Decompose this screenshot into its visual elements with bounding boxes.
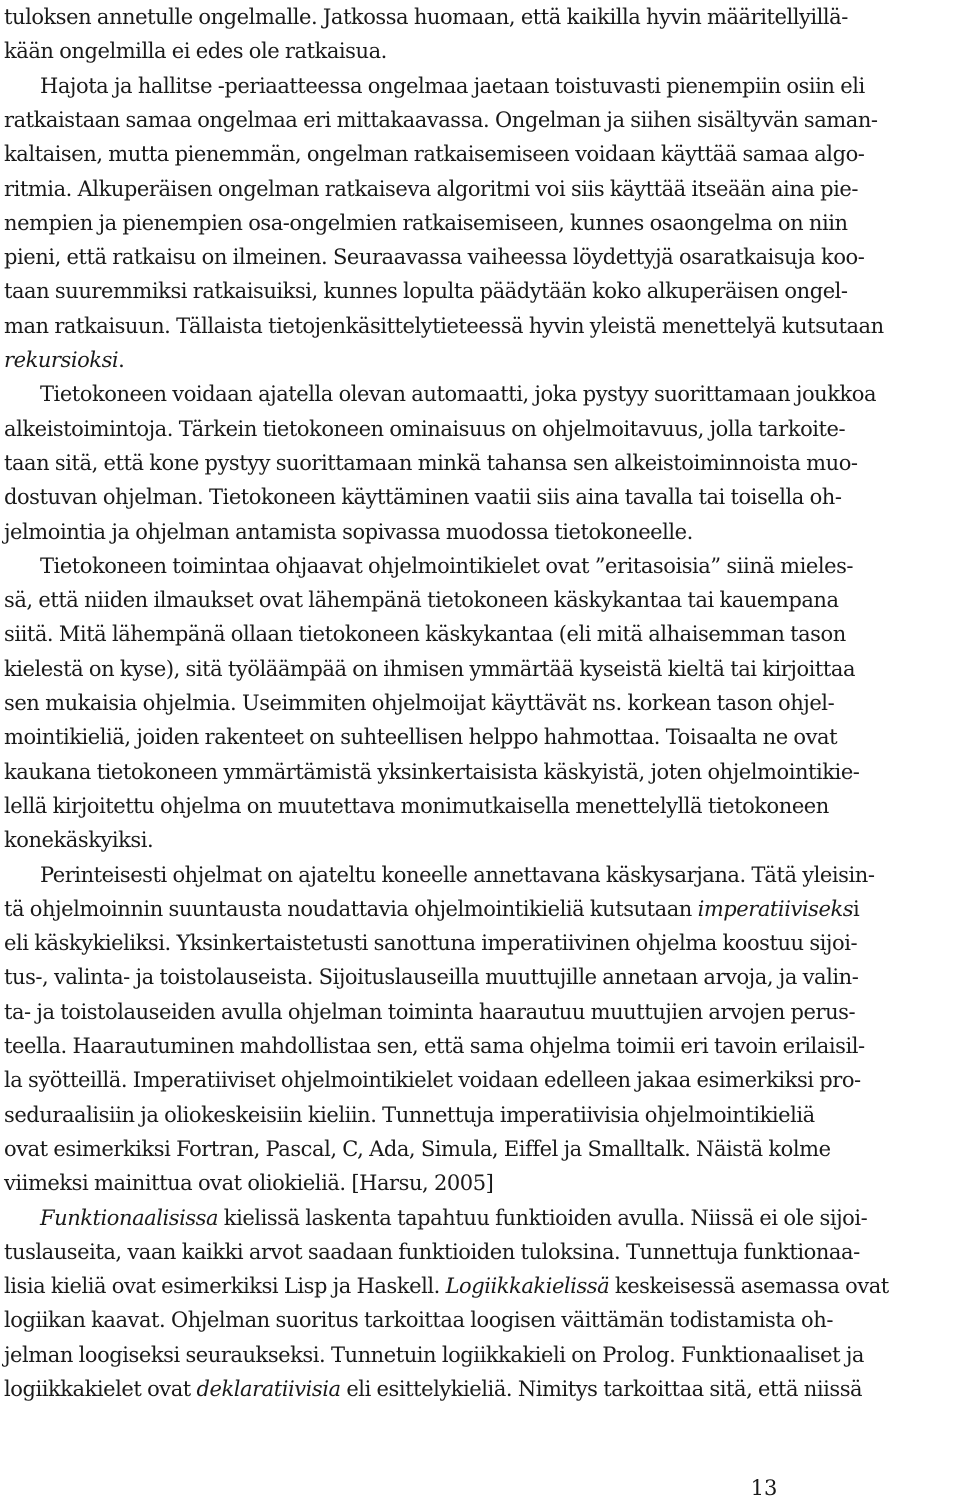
text-line: sen mukaisia ohjelmia. Useimmiten ohjelmoijat käyttävät ns. korkean tason ohjel- xyxy=(4,691,835,715)
text-line: tus-, valinta- ja toistolauseista. Sijoituslauseilla muuttujille annetaan arvoja, ja valin- xyxy=(4,965,859,990)
text-line: tuslauseita, vaan kaikki arvot saadaan funktioiden tuloksina. Tunnettuja funktionaa- xyxy=(4,1239,860,1264)
text-line: kaukana tietokoneen ymmärtämistä yksinkertaisista käskyistä, joten ohjelmointikie- xyxy=(4,759,860,784)
text-line xyxy=(4,892,859,926)
text-line: Hajota ja hallitse -periaatteessa ongelmaa jaetaan toistuvasti pienempiin osiin eli xyxy=(40,73,865,98)
page-number: 13 xyxy=(750,1476,778,1500)
text-line: mointikieliä, joiden rakenteet on suhteellisen helppo hahmottaa. Toisaalta ne ovat xyxy=(4,725,838,750)
text-line: tuloksen annetulle ongelmalle. Jatkossa huomaan, että kaikilla hyvin määritellyillä- xyxy=(4,5,848,29)
text-line: taan sitä, että kone pystyy suorittamaan minkä tahansa sen alkeistoiminnoista muo- xyxy=(4,450,858,475)
text-line: seduraalisiin ja oliokeskeisiin kieliin. Tunnettuja imperatiivisia ohjelmointikieliä xyxy=(4,1102,815,1127)
text-segment: eli esittelykieliä. Nimitys tarkoittaa sitä, että niissä xyxy=(340,1377,863,1401)
text-line: la syötteillä. Imperatiiviset ohjelmointikielet voidaan edelleen jakaa esimerkiksi pro- xyxy=(4,1068,861,1093)
text-line: Tietokoneen voidaan ajatella olevan automaatti, joka pystyy suorittamaan joukkoa xyxy=(40,382,877,407)
text-line: konekäskyiksi. xyxy=(4,828,154,853)
text-line: eli käskykieliksi. Yksinkertaistetusti sanottuna imperatiivinen ohjelma koostuu sijoi- xyxy=(4,931,858,956)
text-line: ratkaistaan samaa ongelmaa eri mittakaavassa. Ongelman ja siihen sisältyvän saman- xyxy=(4,107,878,132)
text-line: kaltaisen, mutta pienemmän, ongelman ratkaisemiseen voidaan käyttää samaa algo- xyxy=(4,142,865,167)
text-line: jelman loogiseksi seuraukseksi. Tunnetuin logiikkakieli on Prolog. Funktionaaliset ja xyxy=(4,1342,864,1367)
text-line: pieni, että ratkaisu on ilmeinen. Seuraavassa vaiheessa löydettyjä osaratkaisuja koo- xyxy=(4,245,865,270)
italic-term: Logiikkakielissä xyxy=(445,1274,610,1299)
text-line: alkeistoimintoja. Tärkein tietokoneen ominaisuus on ohjelmoitavuus, jolla tarkoite- xyxy=(4,416,846,441)
text-line: jelmointia ja ohjelman antamista sopivassa muodossa tietokoneelle. xyxy=(4,519,693,544)
text-line: kielestä on kyse), sitä työläämpää on ihmisen ymmärtää kyseistä kieltä tai kirjoittaa xyxy=(4,656,856,681)
text-segment: i xyxy=(853,896,860,921)
text-line: taan suuremmiksi ratkaisuiksi, kunnes lopulta päädytään koko alkuperäisen ongel- xyxy=(4,279,848,304)
text-line xyxy=(40,1201,867,1235)
text-line: man ratkaisuun. Tällaista tietojenkäsittelytieteessä hyvin yleistä menettelyä kutsutaan xyxy=(4,313,884,338)
text-line: ovat esimerkiksi Fortran, Pascal, C, Ada, Simula, Eiffel ja Smalltalk. Näistä kolme xyxy=(4,1136,831,1161)
text-segment: logiikkakielet ovat xyxy=(4,1377,197,1401)
text-line: Perinteisesti ohjelmat on ajateltu koneelle annettavana käskysarjana. Tätä yleisin- xyxy=(40,862,875,887)
italic-term: rekursioksi xyxy=(4,348,119,372)
text-line: logiikan kaavat. Ohjelman suoritus tarkoittaa loogisen väittämän todistamista oh- xyxy=(4,1308,833,1333)
text-line: dostuvan ohjelman. Tietokoneen käyttäminen vaatii siis aina tavalla tai toisella oh- xyxy=(4,485,842,510)
text-segment: kielissä laskenta tapahtuu funktioiden avulla. Niissä ei ole sijoi- xyxy=(218,1205,868,1230)
text-line: kään ongelmilla ei edes ole ratkaisua. xyxy=(4,39,387,64)
text-line: nempien ja pienempien osa-ongelmien ratkaisemiseen, kunnes osaongelma on niin xyxy=(4,210,848,235)
text-line: ta- ja toistolauseiden avulla ohjelman toiminta haarautuu muuttujien arvojen perus- xyxy=(4,999,856,1024)
text-line: teella. Haarautuminen mahdollistaa sen, että sama ohjelma toimii eri tavoin erilaisil- xyxy=(4,1034,865,1058)
text-segment: tä ohjelmoinnin suuntausta noudattavia ohjelmointikieliä kutsutaan xyxy=(4,896,698,921)
italic-term: Funktionaalisissa xyxy=(40,1205,219,1230)
italic-term: imperatiiviseks xyxy=(697,896,854,921)
text-segment: lisia kieliä ovat esimerkiksi Lisp ja Haskell. xyxy=(4,1274,446,1299)
text-line: siitä. Mitä lähempänä ollaan tietokoneen käskykantaa (eli mitä alhaisemman tason xyxy=(4,622,846,647)
text-line xyxy=(4,1269,889,1303)
text-line xyxy=(4,343,124,377)
italic-term: deklaratiivisia xyxy=(196,1377,341,1401)
text-line: ritmia. Alkuperäisen ongelman ratkaiseva algoritmi voi siis käyttää itseään aina pie- xyxy=(4,176,859,201)
text-segment: . xyxy=(118,348,125,372)
text-line: Tietokoneen toimintaa ohjaavat ohjelmointikielet ovat ”eritasoisia” siinä mieles- xyxy=(40,553,854,578)
text-segment: keskeisessä asemassa ovat xyxy=(609,1274,889,1299)
text-line: sä, että niiden ilmaukset ovat lähempänä tietokoneen käskykantaa tai kauempana xyxy=(4,588,839,613)
text-line xyxy=(4,1372,862,1406)
text-line: viimeksi mainittua ovat oliokieliä. [Harsu, 2005] xyxy=(4,1171,494,1196)
text-line: lellä kirjoitettu ohjelma on muutettava monimutkaisella menettelyllä tietokoneen xyxy=(4,793,829,818)
